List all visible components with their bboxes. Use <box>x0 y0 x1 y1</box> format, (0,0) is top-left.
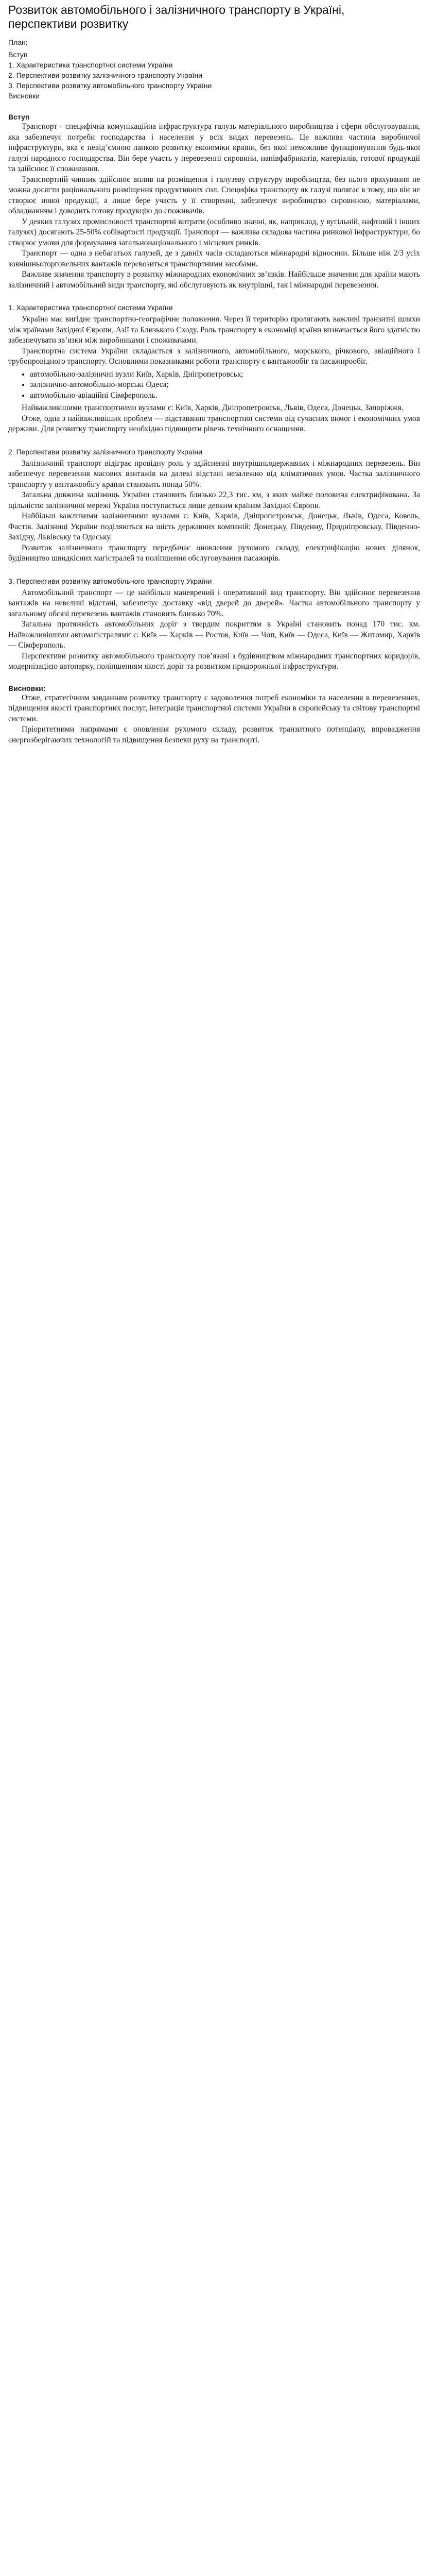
paragraph: Транспорт - специфічна комунікаційна інфраструктура галузь матеріального виробництва і сфери обслуговування, яка забезпечує потреби господарства і населення у всіх видах перевезень. Це важлива частина виробничої інфраструктури, яка є невід’ємною ланкою розвитку економіки країни, без якої неможливе функціонування будь-якої галузі народного господарства. Він бере участь у перевезенні сировини, напівфабрикатів, матеріалів, готової продукції та здійснює її споживання. <box>8 122 420 173</box>
paragraph: Залізничний транспорт відіграє провідну роль у здійсненні внутрішньодержавних і міжнародних перевезень. Він забезпечує перевезення масових вантажів на далекі відстані незалежно від кліматичних умов. Частка залізничного транспорту у вантажообігу країни становить понад 50%. <box>8 459 420 489</box>
list-item: • залізнично-автомобільно-морські Одеса; <box>30 380 420 391</box>
conclusions-heading: Висновки: <box>8 684 46 692</box>
conclusions-body <box>8 693 420 746</box>
section1-heading: 1. Характеристика транспортної системи України <box>8 303 173 312</box>
paragraph: Отже, одна з найважливіших проблем — відставання транспортної системи від сучасних вимог і економічних умов держави. Для розвитку транспорту необхідно підвищити рівень технічного оснащення. <box>8 414 420 433</box>
paragraph: Загальна довжина залізниць України становить близько 22,3 тис. км, з яких майже половина електрифікована. За щільністю залізничної мережі Україна поступається лише деяким країнам Західної Європи. <box>8 490 420 510</box>
paragraph: Транспортній чинник здійснює вплив на розміщення і галузеву структуру виробництва, без нього врахування не можна досягти раціонального розміщення продуктивних сил. Специфіка транспорту як галузі полягає в тому, що він не створює нової продукції, а лише бере участь у її створенні, забезпечує виробництво сировиною, матеріалами, обладнанням і доводить готову продукцію до споживачів. <box>8 175 420 215</box>
plan-label: План: <box>8 38 28 46</box>
intro-body <box>8 122 420 291</box>
section1-body <box>8 314 420 435</box>
paragraph: У деяких галузях промисловості транспортні витрати (особливо значні, як, наприклад, у вугільній, нафтовій і інших галузях) досягають 25-50% собівартості продукції. Транспорт — важлива складова частина ринкової інфраструктури, бо створює умови для формування загальнонаціонального і місцевих ринків. <box>8 217 420 247</box>
toc-item-3[interactable] <box>8 80 436 91</box>
toc-item-1[interactable] <box>8 60 436 70</box>
paragraph: Отже, стратегічним завданням розвитку транспорту є задоволення потреб економіки та населення в перевезеннях, підвищення якості транспортних послуг, інтеграція транспортної системи України в європейську та світову транспортні системи. <box>8 693 420 723</box>
table-of-contents <box>8 49 436 101</box>
paragraph: Транспортна система України складається з залізничного, автомобільного, морського, річкового, авіаційного і трубопровідного транспорту. Основними показниками роботи транспорту є вантажообіг та пасажирообіг. <box>8 346 420 366</box>
toc-link[interactable]: 3. Перспективи розвитку автомобільного транспорту України <box>8 81 212 90</box>
list-item: • автомобільно-залізничні вузли Київ, Харків, Дніпропетровськ; <box>30 369 420 380</box>
toc-link[interactable]: Вступ <box>8 50 28 59</box>
node-list <box>21 369 420 401</box>
paragraph: Пріоритетними напрямами є оновлення рухомого складу, розвиток транзитного потенціалу, впровадження енергозберігаючих технологій та підвищення безпеки руху на транспорті. <box>8 725 420 744</box>
page-title: Розвиток автомобільного і залізничного транспорту в Україні, перспективи розвитку <box>8 3 345 30</box>
toc-link[interactable]: 1. Характеристика транспортної системи України <box>8 61 173 69</box>
paragraph: Перспективи розвитку автомобільного транспорту пов’язані з будівництвом міжнародних транспортних коридорів, модернізацією автопарку, поліпшенням якості доріг та розвитком придорожньої інфраструктури. <box>8 651 420 671</box>
paragraph: Загальна протяжність автомобільних доріг з твердим покриттям в Україні становить понад 170 тис. км. Найважливішими автомагістралями є: Київ — Харків — Ростов, Київ — Чоп, Київ — Одеса, Київ — Житомир, Харків — Сімферополь. <box>8 620 420 650</box>
intro-heading: Вступ <box>8 113 30 121</box>
paragraph: Найбільш важливими залізничними вузлами є: Київ, Харків, Дніпропетровськ, Донецьк, Львів, Одеса, Ковель, Фастів. Залізниці України поділяються на шість державних компаній: Донецьку, Південну, Придніпровську, Південно-Західну, Львівську та Одеську. <box>8 512 420 541</box>
section3-heading: 3. Перспективи розвитку автомобільного транспорту України <box>8 577 212 585</box>
paragraph: Найважливішими транспортними вузлами є: Київ, Харків, Дніпропетровськ, Львів, Одеса, Донецьк, Запоріжжя. <box>22 403 404 412</box>
paragraph: Україна має вигідне транспортно-географічне положення. Через її територію пролягають важливі транзитні шляхи між країнами Західної Європи, Азії та Близького Сходу. Роль транспорту в економіці країни визначається його здатністю забезпечувати зв’язки між виробниками і споживачами. <box>8 315 420 345</box>
paragraph: Транспорт — одна з небагатьох галузей, де з давніх часів складаються міжнародні відносини. Більше ніж 2/3 усіх зовнішньоторговельних вантажів перевозиться транспортними засобами. <box>8 249 420 268</box>
toc-item-conclusions[interactable] <box>8 91 436 101</box>
toc-item-intro[interactable] <box>8 49 436 60</box>
paragraph: Важливе значення транспорту в розвитку міжнародних економічних зв’язків. Найбільше значення для країни мають залізничний і автомобільний види транспорту, які обслуговують як внутрішні, так і міжнародні перевезення. <box>8 270 420 290</box>
paragraph: Автомобільний транспорт — це найбільш маневрений і оперативний вид транспорту. Він здійснює перевезення вантажів на невеликі відстані, забезпечує доставку «від дверей до дверей». Частка автомобільного транспорту у загальному обсязі перевезень вантажів становить близько 70%. <box>8 588 420 618</box>
list-item: • автомобільно-авіаційні Сімферополь. <box>30 391 420 401</box>
toc-link[interactable]: Висновки <box>8 92 40 100</box>
toc-item-2[interactable] <box>8 70 436 80</box>
section2-body <box>8 459 420 564</box>
paragraph: Розвиток залізничного транспорту передбачає оновлення рухомого складу, електрифікацію нових ділянок, будівництво швидкісних магістралей та поліпшення обслуговування пасажирів. <box>8 543 420 563</box>
section3-body <box>8 588 420 672</box>
toc-link[interactable]: 2. Перспективи розвитку залізничного транспорту України <box>8 71 203 79</box>
section2-heading: 2. Перспективи розвитку залізничного транспорту України <box>8 447 203 456</box>
